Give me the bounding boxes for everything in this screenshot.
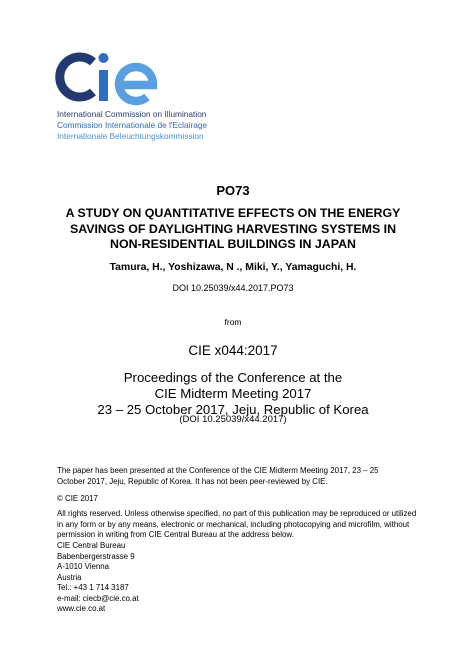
proceedings-line: 23 – 25 October 2017, Jeju, Republic of Korea	[97, 402, 369, 417]
rights-line: permission in writing from CIE Central Bureau at the address below.	[57, 530, 294, 539]
proceedings-ref: CIE x044:2017	[188, 343, 278, 358]
from-label: from	[224, 317, 242, 327]
address-line: Tel.: +43 1 714 3187	[57, 583, 129, 592]
copyright: © CIE 2017	[57, 494, 98, 503]
paper-code: PO73	[216, 183, 250, 198]
proceedings-line: Proceedings of the Conference at the	[123, 370, 343, 385]
proceedings-doi: (DOI 10.25039/x44.2017)	[179, 414, 287, 425]
title-line: SAVINGS OF DAYLIGHTING HARVESTING SYSTEMS IN	[69, 221, 397, 236]
address-line: Babenbergerstrasse 9	[57, 551, 135, 561]
presented-line: The paper has been presented at the Conference of the CIE Midterm Meeting 2017, 23 – 25	[57, 466, 379, 475]
org-name-french: Commission Internationale de l'Eclairage	[57, 120, 208, 130]
email-line: e-mail: ciecb@cie.co.at	[57, 593, 139, 603]
rights-notice	[57, 509, 422, 541]
cie-logo	[55, 48, 165, 106]
website-line: www.cie.co.at	[57, 604, 106, 613]
org-name-german: Internationale Beleuchtungskommission	[57, 131, 204, 141]
address-line: CIE Central Bureau	[57, 541, 126, 550]
rights-line: in any form or by any means, electronic or mechanical, including photocopying and microfilm, without	[57, 519, 410, 529]
address-line: A-1010 Vienna	[57, 562, 110, 571]
presented-note	[57, 466, 422, 487]
rights-line: All rights reserved. Unless otherwise specified, no part of this publication may be reproduced or utilized	[57, 509, 417, 518]
paper-doi: DOI 10.25039/x44.2017.PO73	[172, 283, 294, 293]
proceedings-title	[0, 370, 466, 418]
title-line: NON-RESIDENTIAL BUILDINGS IN JAPAN	[110, 237, 356, 251]
title-line: A STUDY ON QUANTITATIVE EFFECTS ON THE ENERGY	[65, 206, 401, 220]
presented-line: October 2017, Jeju, Republic of Korea. It has not been peer-reviewed by CIE.	[57, 476, 328, 486]
paper-authors: Tamura, H., Yoshizawa, N ., Miki, Y., Yamaguchi, H.	[109, 262, 357, 273]
address-block	[57, 541, 422, 615]
proceedings-line: CIE Midterm Meeting 2017	[154, 386, 312, 401]
address-line: Austria	[57, 572, 82, 582]
paper-title	[0, 206, 466, 253]
org-name-english: International Commission on Illumination	[57, 109, 207, 119]
